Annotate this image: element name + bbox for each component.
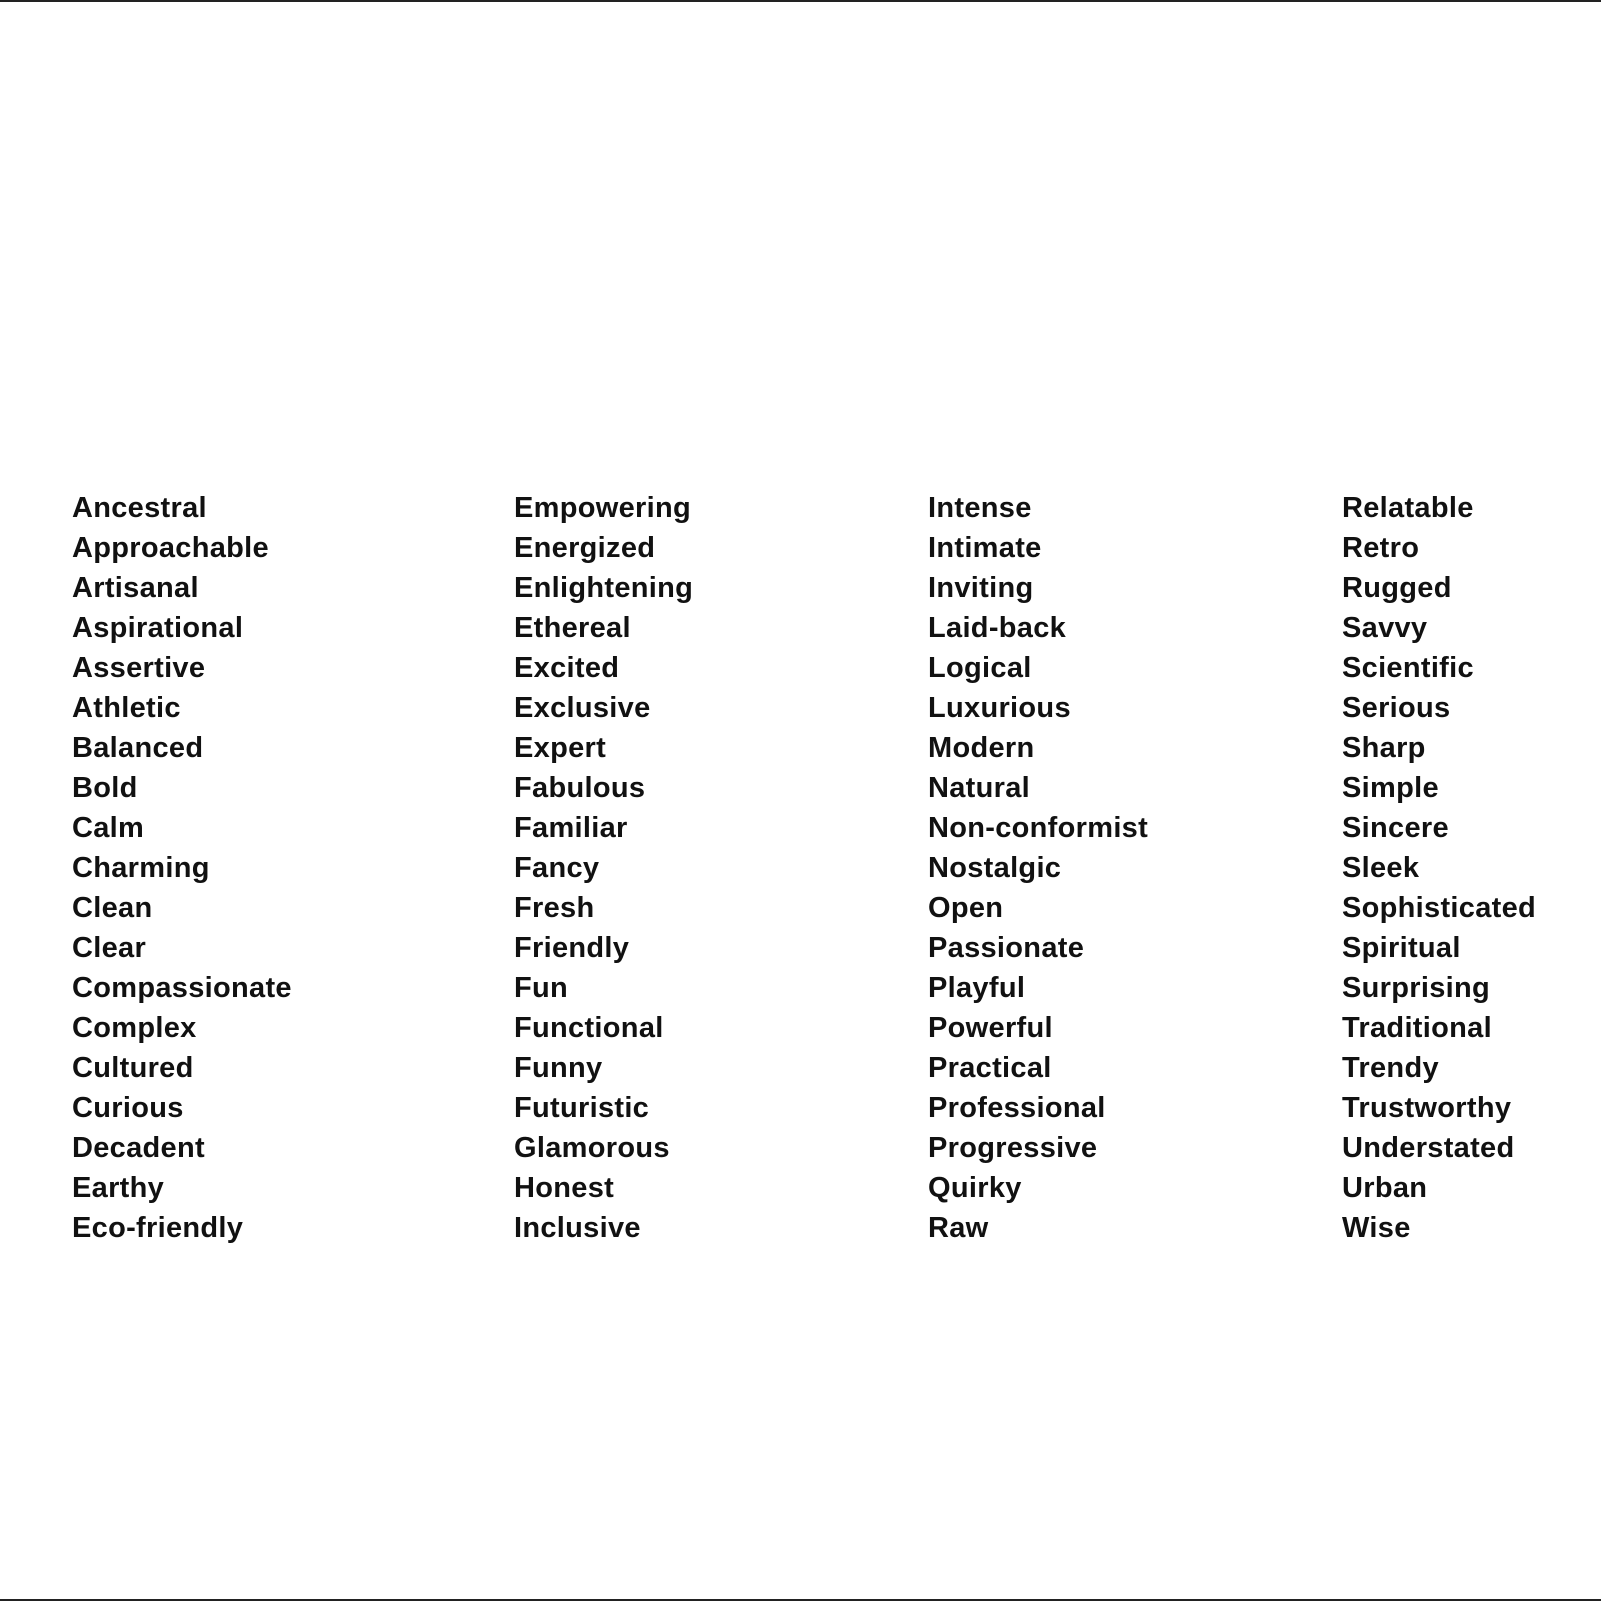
word-item: Quirky	[928, 1172, 1022, 1204]
word-item: Approachable	[72, 532, 269, 564]
word-item: Functional	[514, 1012, 664, 1044]
word-item: Balanced	[72, 732, 204, 764]
word-item: Professional	[928, 1092, 1106, 1124]
word-item: Enlightening	[514, 572, 694, 604]
word-item: Inviting	[928, 572, 1034, 604]
word-item: Scientific	[1342, 652, 1474, 684]
word-item: Bold	[72, 772, 138, 804]
word-column-1	[72, 488, 292, 1248]
word-item: Ancestral	[72, 492, 207, 524]
word-item: Sleek	[1342, 852, 1420, 884]
word-item: Modern	[928, 732, 1035, 764]
word-item: Charming	[72, 852, 210, 884]
word-item: Traditional	[1342, 1012, 1492, 1044]
word-item: Spiritual	[1342, 932, 1461, 964]
word-item: Practical	[928, 1052, 1052, 1084]
word-item: Expert	[514, 732, 607, 764]
word-item: Sophisticated	[1342, 892, 1537, 924]
word-item: Fabulous	[514, 772, 646, 804]
word-item: Fresh	[514, 892, 595, 924]
word-item: Complex	[72, 1012, 197, 1044]
word-item: Simple	[1342, 772, 1439, 804]
word-item: Trustworthy	[1342, 1092, 1512, 1124]
word-item: Laid-back	[928, 612, 1067, 644]
word-item: Earthy	[72, 1172, 165, 1204]
word-item: Fancy	[514, 852, 600, 884]
word-item: Intense	[928, 492, 1032, 524]
word-item: Curious	[72, 1092, 184, 1124]
word-item: Aspirational	[72, 612, 244, 644]
word-item: Surprising	[1342, 972, 1491, 1004]
word-item: Serious	[1342, 692, 1451, 724]
word-column-3	[928, 488, 1148, 1248]
word-column-2	[514, 488, 693, 1248]
word-item: Understated	[1342, 1132, 1515, 1164]
word-item: Rugged	[1342, 572, 1452, 604]
word-item: Savvy	[1342, 612, 1428, 644]
word-item: Relatable	[1342, 492, 1474, 524]
word-item: Funny	[514, 1052, 603, 1084]
word-item: Assertive	[72, 652, 206, 684]
word-item: Honest	[514, 1172, 615, 1204]
word-item: Glamorous	[514, 1132, 670, 1164]
word-item: Energized	[514, 532, 656, 564]
word-item: Empowering	[514, 492, 692, 524]
word-item: Playful	[928, 972, 1026, 1004]
word-item: Athletic	[72, 692, 181, 724]
word-item: Progressive	[928, 1132, 1098, 1164]
word-item: Open	[928, 892, 1004, 924]
word-item: Fun	[514, 972, 569, 1004]
word-item: Urban	[1342, 1172, 1428, 1204]
word-item: Sincere	[1342, 812, 1449, 844]
word-item: Cultured	[72, 1052, 194, 1084]
word-item: Wise	[1342, 1212, 1411, 1244]
word-item: Non-conformist	[928, 812, 1149, 844]
word-item: Decadent	[72, 1132, 205, 1164]
word-item: Excited	[514, 652, 620, 684]
word-item: Sharp	[1342, 732, 1426, 764]
word-item: Exclusive	[514, 692, 651, 724]
word-item: Clear	[72, 932, 147, 964]
word-item: Inclusive	[514, 1212, 641, 1244]
word-item: Compassionate	[72, 972, 292, 1004]
word-item: Ethereal	[514, 612, 631, 644]
word-item: Retro	[1342, 532, 1420, 564]
word-item: Clean	[72, 892, 153, 924]
word-item: Artisanal	[72, 572, 199, 604]
word-item: Raw	[928, 1212, 989, 1244]
word-item: Logical	[928, 652, 1032, 684]
word-item: Passionate	[928, 932, 1085, 964]
word-item: Familiar	[514, 812, 628, 844]
word-item: Calm	[72, 812, 145, 844]
word-item: Intimate	[928, 532, 1042, 564]
word-item: Nostalgic	[928, 852, 1062, 884]
word-column-4	[1342, 488, 1536, 1248]
word-item: Natural	[928, 772, 1031, 804]
word-item: Futuristic	[514, 1092, 650, 1124]
word-item: Friendly	[514, 932, 630, 964]
word-item: Powerful	[928, 1012, 1053, 1044]
word-item: Luxurious	[928, 692, 1071, 724]
word-item: Trendy	[1342, 1052, 1439, 1084]
word-item: Eco-friendly	[72, 1212, 244, 1244]
